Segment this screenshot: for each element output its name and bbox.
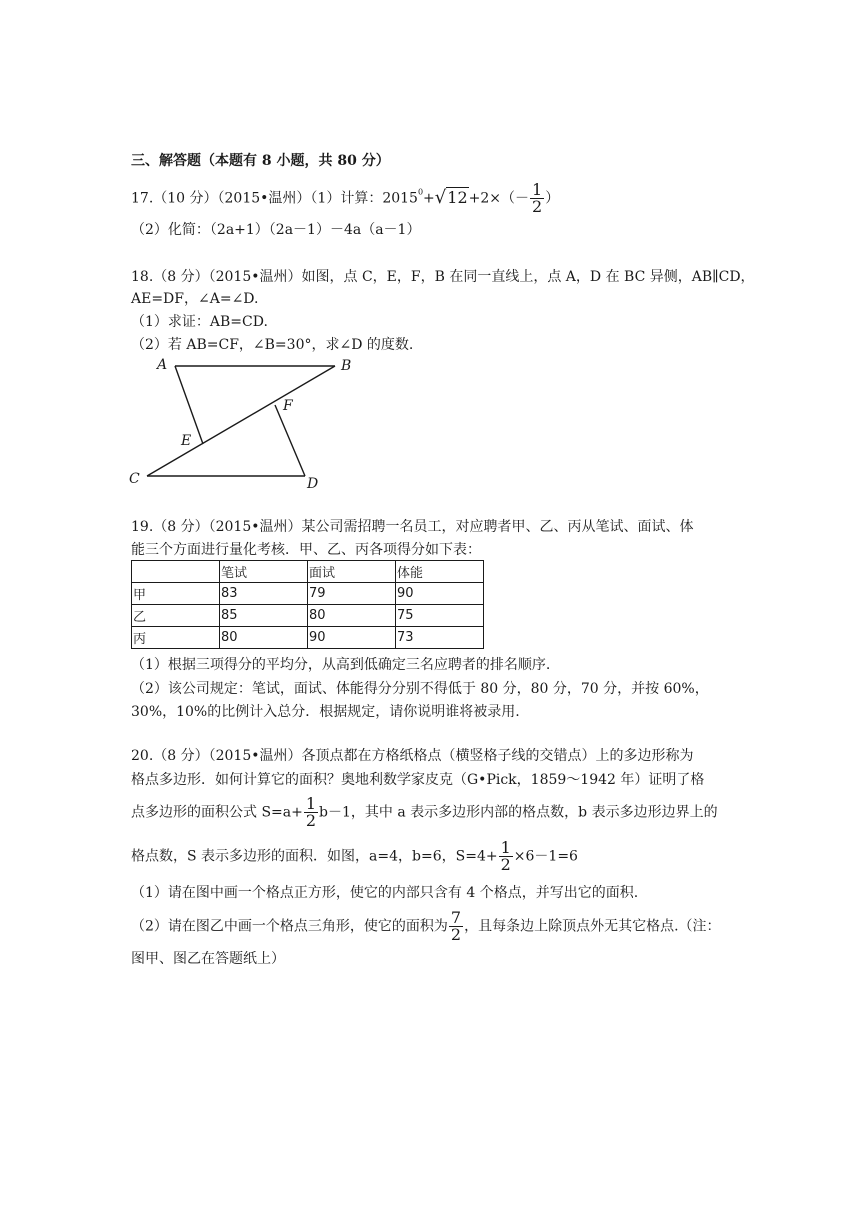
q17-mid: +2×（－ (468, 190, 529, 207)
q19-line4: （2）该公司规定：笔试，面试、体能得分分别不得低于 80 分，80 分，70 分，并按 60%， (131, 681, 709, 697)
label-c: C (129, 471, 140, 487)
frac-denominator: 2 (450, 925, 462, 944)
table-cell: 乙 (132, 605, 220, 627)
score-table (131, 560, 484, 649)
label-d: D (307, 476, 319, 492)
table-cell: 80 (308, 605, 396, 627)
table-cell: 73 (396, 627, 484, 649)
q18-line1: 18.（8 分）（2015•温州）如图，点 C，E，F，B 在同一直线上，点 A，D 在 BC 异侧，AB∥CD， (131, 269, 755, 285)
q17-plus: + (423, 190, 435, 207)
label-f: F (283, 398, 293, 414)
fraction-one-half (499, 840, 513, 873)
table-cell: 85 (220, 605, 308, 627)
table-row (132, 605, 484, 627)
q18-line3: （1）求证：AB=CD. (131, 314, 268, 330)
segment-cb (147, 366, 335, 476)
radicand: 12 (447, 187, 468, 207)
q19-line3: （1）根据三项得分的平均分，从高到低确定三名应聘者的排名顺序. (131, 657, 551, 673)
fraction-one-half (530, 182, 544, 215)
table-cell: 80 (220, 627, 308, 649)
q20-line3 (131, 796, 718, 829)
table-header-cell: 笔试 (220, 561, 308, 583)
q19-line5: 30%，10%的比例计入总分．根据规定，请你说明谁将被录用. (131, 704, 520, 720)
q17-part2: （2）化简：（2a+1）（2a－1）－4a（a－1） (131, 222, 421, 238)
frac-numerator: 1 (500, 838, 511, 857)
table-row (132, 627, 484, 649)
frac-denominator: 2 (500, 855, 511, 874)
q20-line4 (131, 840, 578, 873)
q20-line6 (131, 910, 721, 943)
q17-close: ） (545, 190, 560, 207)
q20-line2: 格点多边形．如何计算它的面积？奥地利数学家皮克（G•Pick，1859～1942 年）证明了格 (131, 772, 705, 788)
table-header-cell (132, 561, 220, 583)
frac-denominator: 2 (305, 811, 317, 830)
q19-line2: 能三个方面进行量化考核．甲、乙、丙各项得分如下表： (131, 542, 481, 558)
geometry-figure (125, 352, 355, 492)
q20-line7: 图甲、图乙在答题纸上） (131, 951, 285, 967)
fraction-seven-halves (449, 910, 463, 943)
q20-line4-a: 格点数，S 表示多边形的面积．如图，a=4，b=6，S=4+ (131, 848, 498, 865)
table-cell: 甲 (132, 583, 220, 605)
table-header-row (132, 561, 484, 583)
table-header-cell: 面试 (308, 561, 396, 583)
q20-line5: （1）请在图中画一个格点正方形，使它的内部只含有 4 个格点，并写出它的面积. (131, 885, 639, 901)
q17-prefix: 17.（10 分）（2015•温州）（1）计算：2015 (131, 190, 418, 207)
sqrt-sign: √ (434, 186, 447, 208)
segment-df (275, 405, 305, 476)
table-cell: 83 (220, 583, 308, 605)
table-row (132, 583, 484, 605)
label-a: A (157, 357, 168, 373)
q20-line6-b: ，且每条边上除顶点外无其它格点.（注： (464, 918, 721, 935)
label-e: E (181, 433, 192, 449)
frac-numerator: 1 (532, 180, 543, 199)
frac-numerator: 1 (305, 794, 317, 813)
q20-line6-a: （2）请在图乙中画一个格点三角形，使它的面积为 (131, 918, 448, 935)
q20-line3-a: 点多边形的面积公式 S=a+ (131, 804, 303, 821)
q17-exponent: 0 (417, 187, 424, 197)
table-cell: 丙 (132, 627, 220, 649)
table-cell: 90 (396, 583, 484, 605)
q20-line3-b: b－1，其中 a 表示多边形内部的格点数，b 表示多边形边界上的 (319, 804, 718, 821)
frac-denominator: 2 (532, 197, 543, 216)
table-cell: 79 (308, 583, 396, 605)
fraction-one-half (304, 796, 318, 829)
frac-numerator: 7 (450, 908, 462, 927)
label-b: B (341, 358, 352, 374)
q18-line2: AE=DF，∠A=∠D. (131, 291, 259, 307)
q18-line4: （2）若 AB=CF，∠B=30°，求∠D 的度数. (131, 337, 414, 353)
table-cell: 75 (396, 605, 484, 627)
table-cell: 90 (308, 627, 396, 649)
section-heading: 三、解答题（本题有 8 小题，共 80 分） (131, 153, 390, 169)
q19-line1: 19.（8 分）（2015•温州）某公司需招聘一名员工，对应聘者甲、乙、丙从笔试、面试、体 (131, 519, 694, 535)
sqrt-expression (435, 187, 469, 208)
q20-line1: 20.（8 分）（2015•温州）各顶点都在方格纸格点（横竖格子线的交错点）上的多边形称为 (131, 748, 694, 764)
q17-part1 (131, 182, 559, 215)
q20-line4-b: ×6－1=6 (513, 848, 578, 865)
table-header-cell: 体能 (396, 561, 484, 583)
